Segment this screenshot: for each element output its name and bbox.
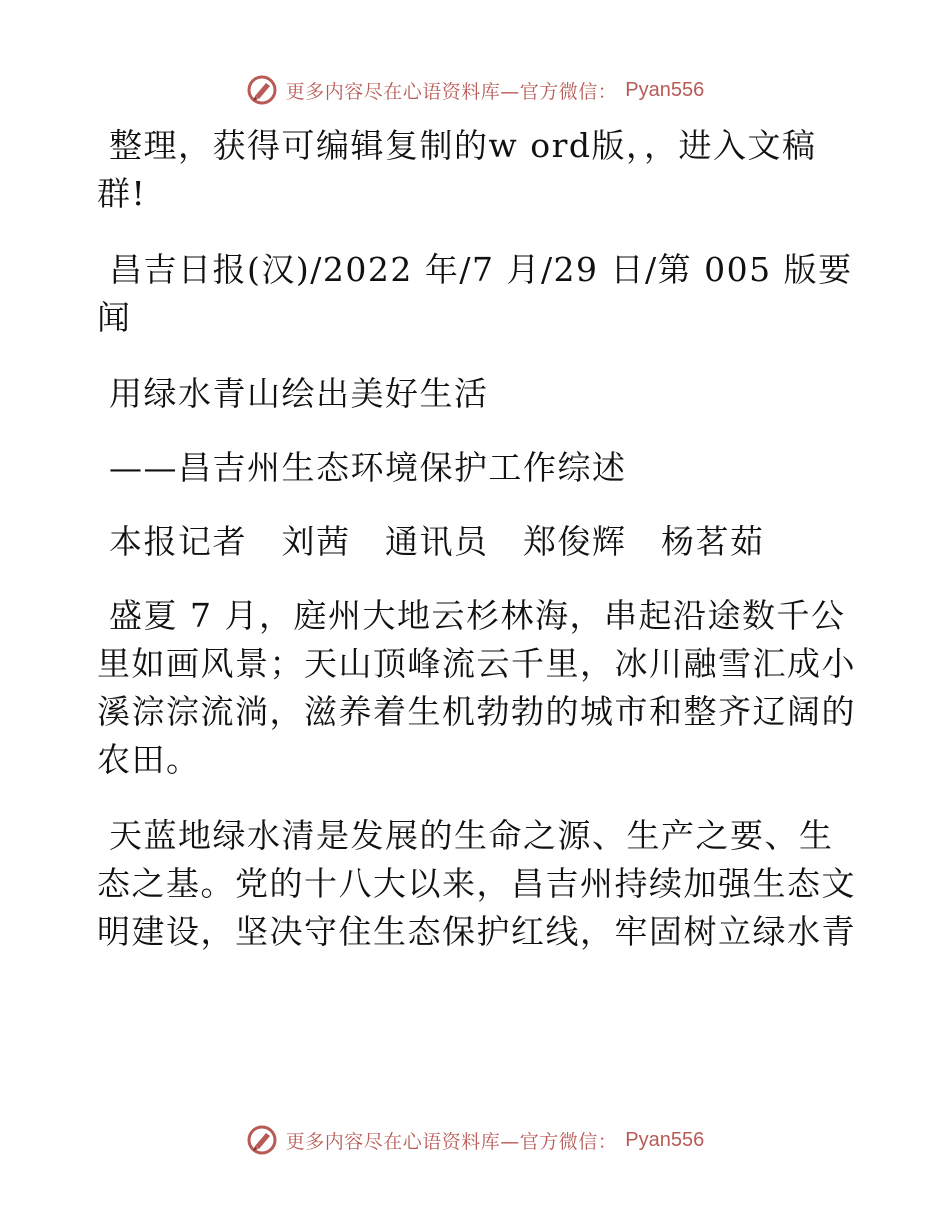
document-body [97, 122, 857, 984]
paragraph-body-2: 天蓝地绿水清是发展的生命之源、生产之要、生态之基。党的十八大以来，昌吉州持续加强生态文明建设，坚决守住生态保护红线，牢固树立绿水青 [97, 816, 856, 951]
header-watermark [0, 70, 950, 110]
watermark-text: 更多内容尽在心语资料库—官方微信： [285, 1130, 618, 1153]
article-title: 用绿水青山绘出美好生活 [109, 374, 489, 413]
paragraph-body-1: 盛夏 7 月，庭州大地云杉林海，串起沿途数千公里如画风景；天山顶峰流云千里，冰川融雪汇成小溪淙淙流淌，滋养着生机勃勃的城市和整齐辽阔的农田。 [97, 596, 856, 779]
paragraph-source: 昌吉日报(汉)/2022 年/7 月/29 日/第 005 版要闻 [97, 250, 853, 337]
pen-logo-icon [246, 1124, 278, 1156]
watermark-handle: Pyan556 [625, 1128, 705, 1151]
article-subtitle: ——昌吉州生态环境保护工作综述 [109, 448, 627, 487]
footer-watermark [0, 1120, 950, 1160]
paragraph-intro: 整理，获得可编辑复制的w ord版，，进入文稿群! [97, 126, 817, 213]
article-byline: 本报记者 刘茜 通讯员 郑俊辉 杨茗茹 [109, 522, 765, 561]
watermark-text: 更多内容尽在心语资料库—官方微信： [285, 80, 618, 103]
watermark-handle: Pyan556 [625, 78, 705, 101]
pen-logo-icon [246, 74, 278, 106]
